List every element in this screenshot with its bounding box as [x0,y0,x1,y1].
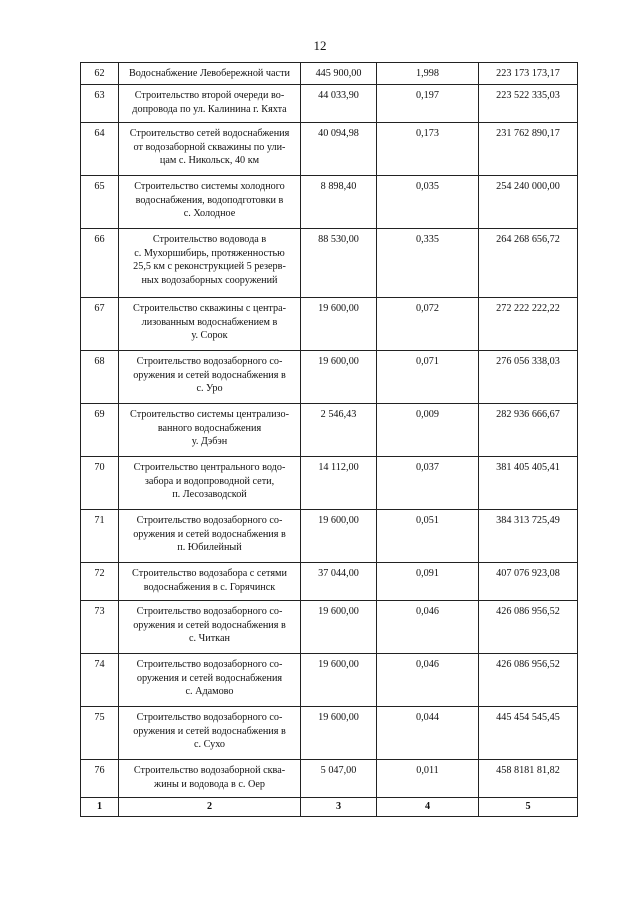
row-number: 69 [81,404,119,457]
table-row [81,510,578,563]
object-name-line: оружения и сетей водоснабжения [136,672,283,684]
table-row [81,123,578,176]
row-number: 65 [81,176,119,229]
value-col5: 223 173 173,17 [479,63,578,85]
value-col5: 276 056 338,03 [479,351,578,404]
value-col5: 282 936 666,67 [479,404,578,457]
object-name-line: ных водозаборных сооружений [141,274,278,286]
object-name-cell [119,654,301,707]
row-number: 71 [81,510,119,563]
value-col5: 384 313 725,49 [479,510,578,563]
table-row [81,563,578,601]
value-col4: 0,197 [377,85,479,123]
column-number: 1 [81,798,119,817]
object-name-cell [119,351,301,404]
row-number: 62 [81,63,119,85]
value-col3: 8 898,40 [301,176,377,229]
object-name-line: водоснабжения, водоподготовки в [135,194,284,206]
value-col5: 272 222 222,22 [479,298,578,351]
value-col5: 458 8181 81,82 [479,760,578,798]
value-col3: 2 546,43 [301,404,377,457]
row-number: 74 [81,654,119,707]
row-number: 64 [81,123,119,176]
row-number: 76 [81,760,119,798]
object-name-line: Строительство центрального водо- [133,462,286,473]
column-number: 5 [479,798,578,817]
object-name-line: у. Дэбэн [191,436,228,448]
object-name-line: п. Лесозаводской [172,489,247,501]
object-name-line: с. Уро [196,383,223,395]
value-col4: 0,035 [377,176,479,229]
object-name-line: лизованным водоснабжением в [141,316,278,328]
value-col5: 264 268 656,72 [479,229,578,298]
row-number: 72 [81,563,119,601]
value-col3: 40 094,98 [301,123,377,176]
object-name-cell [119,298,301,351]
object-name-line: с. Адамово [185,686,234,698]
value-col3: 19 600,00 [301,707,377,760]
value-col3: 445 900,00 [301,63,377,85]
value-col4: 0,046 [377,601,479,654]
table-row [81,63,578,85]
value-col4: 0,071 [377,351,479,404]
value-col4: 0,011 [377,760,479,798]
object-name-cell [119,63,301,85]
value-col5: 381 405 405,41 [479,457,578,510]
object-name-cell [119,563,301,601]
object-name-line: забора и водопроводной сети, [144,475,275,487]
object-name-line: ванного водоснабжения [157,422,262,434]
object-name-cell [119,760,301,798]
value-col4: 1,998 [377,63,479,85]
object-name-cell [119,707,301,760]
table-row [81,601,578,654]
object-name-cell [119,176,301,229]
object-name-line: с. Читкан [189,633,230,645]
table-row [81,351,578,404]
value-col5: 231 762 890,17 [479,123,578,176]
table-row [81,176,578,229]
table-row [81,457,578,510]
object-name-line: Строительство водозаборного со- [136,659,283,670]
table-row [81,707,578,760]
value-col5: 426 086 956,52 [479,601,578,654]
object-name-line: Водоснабжение Левобережной части [129,68,290,79]
row-number: 68 [81,351,119,404]
object-name-line: 25,5 км с реконструкцией 5 резерв- [133,261,286,273]
row-number: 67 [81,298,119,351]
value-col3: 5 047,00 [301,760,377,798]
value-col4: 0,009 [377,404,479,457]
value-col5: 254 240 000,00 [479,176,578,229]
row-number: 73 [81,601,119,654]
value-col4: 0,091 [377,563,479,601]
object-name-cell [119,457,301,510]
object-name-line: с. Мухоршибирь, протяженностью [134,247,285,259]
object-name-line: Строительство водозаборного со- [136,515,283,526]
value-col3: 19 600,00 [301,510,377,563]
value-col4: 0,072 [377,298,479,351]
object-name-cell [119,123,301,176]
object-name-line: оружения и сетей водоснабжения в [133,619,286,631]
data-table [80,62,578,817]
object-name-line: Строительство сетей водоснабжения [129,128,290,139]
object-name-line: Строительство водозаборной сква- [133,765,286,776]
value-col4: 0,046 [377,654,479,707]
page-number: 12 [313,38,327,53]
object-name-line: Строительство водозаборного со- [136,356,283,367]
value-col5: 407 076 923,08 [479,563,578,601]
object-name-line: с. Холодное [183,208,236,220]
table-row [81,298,578,351]
value-col3: 19 600,00 [301,654,377,707]
row-number: 75 [81,707,119,760]
table-row [81,85,578,123]
object-name-line: оружения и сетей водоснабжения в [133,528,286,540]
value-col4: 0,051 [377,510,479,563]
value-col3: 14 112,00 [301,457,377,510]
value-col3: 37 044,00 [301,563,377,601]
object-name-line: оружения и сетей водоснабжения в [133,369,286,381]
object-name-line: с. Сухо [193,739,226,751]
object-name-line: у. Сорок [191,330,228,342]
object-name-cell [119,85,301,123]
object-name-line: водоснабжения в с. Горячинск [143,581,276,593]
value-col5: 426 086 956,52 [479,654,578,707]
value-col3: 44 033,90 [301,85,377,123]
value-col4: 0,335 [377,229,479,298]
column-number: 3 [301,798,377,817]
table-row [81,654,578,707]
object-name-line: п. Юбилейный [177,542,242,554]
table-row [81,229,578,298]
object-name-line: от водозаборной скважины по ули- [133,141,286,153]
object-name-cell [119,404,301,457]
row-number: 63 [81,85,119,123]
value-col5: 445 454 545,45 [479,707,578,760]
row-number: 70 [81,457,119,510]
table-row [81,760,578,798]
object-name-line: Строительство водозабора с сетями [132,568,287,579]
object-name-line: оружения и сетей водоснабжения в [133,725,286,737]
column-number: 2 [119,798,301,817]
object-name-line: Строительство системы централизо- [130,409,289,420]
value-col3: 19 600,00 [301,601,377,654]
object-name-cell [119,229,301,298]
column-number-row [81,798,578,817]
object-name-line: допровода по ул. Калинина г. Кяхта [132,103,287,115]
row-number: 66 [81,229,119,298]
object-name-line: жины и водовода в с. Оер [154,778,265,790]
value-col3: 88 530,00 [301,229,377,298]
object-name-line: Строительство водозаборного со- [136,606,283,617]
column-number: 4 [377,798,479,817]
value-col3: 19 600,00 [301,298,377,351]
value-col4: 0,044 [377,707,479,760]
object-name-line: цам с. Никольск, 40 км [159,155,260,167]
value-col4: 0,173 [377,123,479,176]
value-col4: 0,037 [377,457,479,510]
object-name-line: Строительство скважины с центра- [132,303,287,314]
object-name-line: Строительство водовода в [152,234,267,245]
object-name-line: Строительство системы холодного [134,181,285,192]
object-name-cell [119,510,301,563]
table-row [81,404,578,457]
value-col3: 19 600,00 [301,351,377,404]
object-name-line: Строительство второй очереди во- [134,90,285,101]
value-col5: 223 522 335,03 [479,85,578,123]
object-name-line: Строительство водозаборного со- [136,712,283,723]
object-name-cell [119,601,301,654]
